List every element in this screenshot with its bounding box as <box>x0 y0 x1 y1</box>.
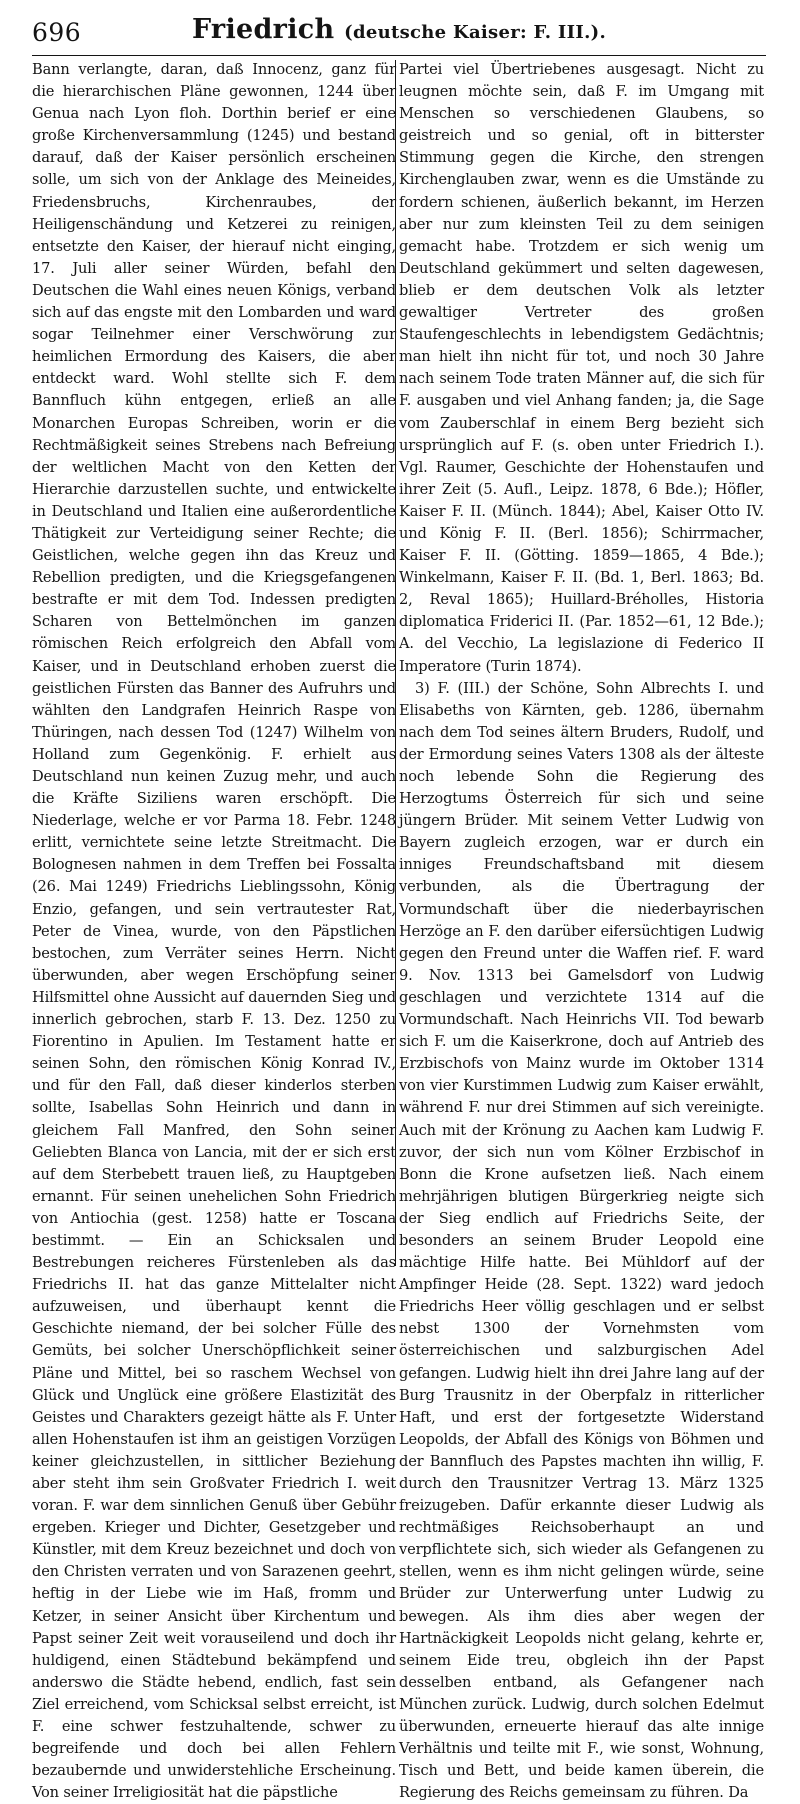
page-number: 696 <box>32 18 82 47</box>
left-column-paragraph: Bann verlangte, daran, daß Innocenz, ganz für die hierarchischen Pläne gewonnen, 1244 über Genua nach Lyon floh. Dorthin berief er eine große Kirchenversammlung (1245) und bestand darauf, daß der Kaiser persönlich erscheinen solle, um sich von der Anklage des Meineides, Friedensbruchs, Kirchenraubes, der Heiligenschändung und Ketzerei zu reinigen, entsetzte den Kaiser, der hierauf nicht einging, 17. Juli aller seiner Würden, befahl den Deutschen die Wahl eines neuen Königs, verband sich auf das engste mit den Lombarden und ward sogar Teilnehmer einer Verschwörung zur heimlichen Ermordung des Kaisers, die aber entdeckt ward. Wohl stellte sich F. dem Bannfluch kühn entgegen, erließ an alle Monarchen Europas Schreiben, worin er die Rechtmäßigkeit seines Strebens nach Befreiung der weltlichen Macht von den Ketten der Hierarchie darzustellen suchte, und entwickelte in Deutschland und Italien eine außerordentliche Thätigkeit zur Verteidigung seiner Rechte; die Geistlichen, welche gegen ihn das Kreuz und Rebellion predigten, und die Kriegsgefangenen bestrafte er mit dem Tod. Indessen predigten Scharen von Bettelmönchen im ganzen römischen Reich erfolgreich den Abfall vom Kaiser, und in Deutschland erhoben zuerst die geistlichen Fürsten das Banner des Aufruhrs und wählten den Landgrafen Heinrich Raspe von Thüringen, nach dessen Tod (1247) Wilhelm von Holland zum Gegenkönig. F. erhielt aus Deutschland nun keinen Zuzug mehr, und auch die Kräfte Siziliens waren erschöpft. Die Niederlage, welche er vor Parma 18. Febr. 1248 erlitt, vernichtete seine letzte Streitmacht. Die Bolognesen nahmen in dem Treffen bei Fossalta (26. Mai 1249) Friedrichs Lieblingssohn, König Enzio, gefangen, und sein vertrautester Rat, Peter de Vinea, wurde, von den Päpstlichen bestochen, zum Verräter seines Herrn. Nicht überwunden, aber wegen Erschöpfung seiner Hilfsmittel ohne Aussicht auf dauernden Sieg und innerlich gebrochen, starb F. 13. Dez. 1250 zu Fiorentino in Apulien. Im Testament hatte er seinen Sohn, den römischen König Konrad IV., und für den Fall, daß dieser kinderlos sterben sollte, Isabellas Sohn Heinrich und dann in gleichem Fall Manfred, den Sohn seiner Geliebten Blanca von Lancia, mit der er sich erst auf dem Sterbebett trauen ließ, zu Hauptgeben ernannt. Für seinen unehelichen Sohn Friedrich von Antiochia (gest. 1258) hatte er Toscana bestimmt. — Ein an Schicksalen und Bestrebungen reicheres Fürstenleben als das Friedrichs II. hat das ganze Mittelalter nicht aufzuweisen, und überhaupt kennt die Geschichte niemand, der bei solcher Fülle des Gemüts, bei solcher Unerschöpflichkeit seiner Pläne und Mittel, bei so raschem Wechsel von Glück und Unglück eine größere Elastizität des Geistes und Charakters gezeigt hätte als F. Unter allen Hohenstaufen ist ihm an geistigen Vorzügen keiner gleichzustellen, in sittlicher Beziehung aber steht ihm sein Großvater Friedrich I. weit voran. F. war dem sinnlichen Genuß über Gebühr ergeben. Krieger und Dichter, Gesetzgeber und Künstler, mit dem Kreuz bezeichnet und doch von den Christen verraten und von Sarazenen geehrt, heftig in der Liebe wie im Haß, fromm und Ketzer, in seiner Ansicht über Kirchentum und Papst seiner Zeit weit vorauseilend und doch ihr huldigend, einen Städtebund bekämpfend und anderswo die Städte hebend, endlich, fast sein Ziel erreichend, vom Schicksal selbst erreicht, ist F. eine schwer festzuhaltende, schwer zu begreifende und doch bei allen Fehlern bezaubernde und unwiderstehliche Erscheinung. Von seiner Irreligiosität hat die päpstliche <box>32 61 396 1802</box>
running-title-main: Friedrich <box>191 14 335 45</box>
column-divider <box>395 60 396 1266</box>
running-title <box>32 14 766 45</box>
page-header <box>32 12 766 60</box>
left-column <box>32 59 396 1804</box>
entry-friedrich-iii-paragraph: 3) F. (III.) der Schöne, Sohn Albrechts I. und Elisabeths von Kärnten, geb. 1286, übernahm nach dem Tod seines ältern Bruders, Rudolf, und der Ermordung seines Vaters 1308 als der älteste noch lebende Sohn die Regierung des Herzogtums Österreich für sich und seine jüngern Brüder. Mit seinem Vetter Ludwig von Bayern zugleich erzogen, war er durch ein inniges Freundschaftsband mit diesem verbunden, als die Übertragung der Vormundschaft über die niederbayrischen Herzöge an F. den darüber eifersüchtigen Ludwig gegen den Freund unter die Waffen rief. F. ward 9. Nov. 1313 bei Gamelsdorf von Ludwig geschlagen und verzichtete 1314 auf die Vormundschaft. Nach Heinrichs VII. Tod bewarb sich F. um die Kaiserkrone, doch auf Antrieb des Erzbischofs von Mainz wurde im Oktober 1314 von vier Kurstimmen Ludwig zum Kaiser erwählt, während F. nur drei Stimmen auf sich vereinigte. Auch mit der Krönung zu Aachen kam Ludwig F. zuvor, der sich nun vom Kölner Erzbischof in Bonn die Krone aufsetzen ließ. Nach einem mehrjährigen blutigen Bürgerkrieg neigte sich der Sieg endlich auf Friedrichs Seite, der besonders an seinem Bruder Leopold eine mächtige Hilfe hatte. Bei Mühldorf auf der Ampfinger Heide (28. Sept. 1322) ward jedoch Friedrichs Heer völlig geschlagen und er selbst nebst 1300 der Vornehmsten vom österreichischen und salzburgischen Adel gefangen. Ludwig hielt ihn drei Jahre lang auf der Burg Trausnitz in der Oberpfalz in ritterlicher Haft, und erst der fortgesetzte Widerstand Leopolds, der Abfall des Königs von Böhmen und der Bannfluch des Papstes machten ihn willig, F. durch den Trausnitzer Vertrag 13. März 1325 freizugeben. Dafür erkannte dieser Ludwig als rechtmäßiges Reichsoberhaupt an und verpflichtete sich, sich wieder als Gefangenen zu stellen, wenn es ihm nicht gelingen würde, seine Brüder zur Unterwerfung unter Ludwig zu bewegen. Als ihm dies aber wegen der Hartnäckigkeit Leopolds nicht gelang, kehrte er, seinem Eide treu, obgleich ihn der Papst desselben entband, als Gefangener nach München zurück. Ludwig, durch solchen Edelmut überwunden, erneuerte hierauf das alte innige Verhältnis und teilte mit F., wie sonst, Wohnung, Tisch und Bett, und beide kamen überein, die Regierung des Reichs gemeinsam zu führen. Da <box>399 679 764 1802</box>
running-title-sub: (deutsche Kaiser: F. III.). <box>344 22 607 43</box>
right-column <box>399 59 764 1804</box>
right-column-paragraph-1: Partei viel Übertriebenes ausgesagt. Nicht zu leugnen möchte sein, daß F. im Umgang mit Menschen so verschiedenen Glaubens, so geistreich und so genial, oft in bitterster Stimmung gegen die Kirche, den strengen Kirchenglauben zwar, wenn es die Umstände zu fordern schienen, äußerlich bekannt, im Herzen aber nur zum kleinsten Teil zu dem seinigen gemacht habe. Trotzdem er sich wenig um Deutschland gekümmert und selten dagewesen, blieb er dem deutschen Volk als letzter gewaltiger Vertreter des großen Staufengeschlechts in lebendigstem Gedächtnis; man hielt ihn nicht für tot, und noch 30 Jahre nach seinem Tode traten Männer auf, die sich für F. ausgaben und viel Anhang fanden; ja, die Sage vom Zauberschlaf in einem Berg bezieht sich ursprünglich auf F. (s. oben unter Friedrich I.). Vgl. Raumer, Geschichte der Hohenstaufen und ihrer Zeit (5. Aufl., Leipz. 1878, 6 Bde.); Höfler, Kaiser F. II. (Münch. 1844); Abel, Kaiser Otto IV. und König F. II. (Berl. 1856); Schirrmacher, Kaiser F. II. (Götting. 1859—1865, 4 Bde.); Winkelmann, Kaiser F. II. (Bd. 1, Berl. 1863; Bd. 2, Reval 1865); Huillard-Bréholles, Historia diplomatica Friderici II. (Par. 1852—61, 12 Bde.); A. del Vecchio, La legislazione di Federico II Imperatore (Turin 1874). <box>399 61 764 675</box>
header-rule <box>32 55 766 56</box>
